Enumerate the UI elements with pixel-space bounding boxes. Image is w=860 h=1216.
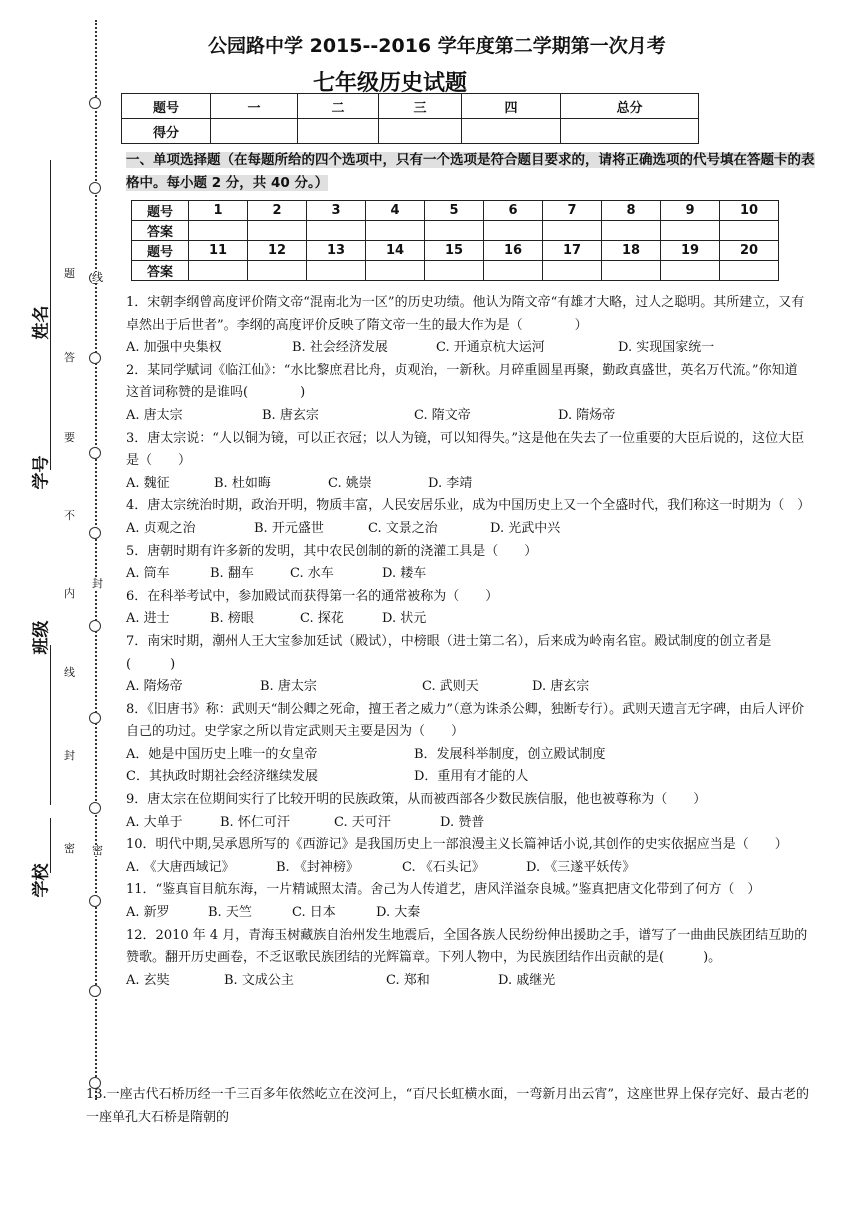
- option[interactable]: A．她是中国历史上唯一的女皇帝: [126, 746, 318, 762]
- seal-hole: [89, 802, 101, 814]
- option[interactable]: D. 《三遂平妖传》: [526, 859, 636, 875]
- question-stem: 2．某同学赋词《临江仙》：“水比黎庶君比舟，贞观治，一新秋。月碎重圆星再聚，勤政真盛世，英名万代流。”你知道这首词称赞的是谁吗( ): [126, 362, 798, 401]
- option[interactable]: C. 水车: [290, 566, 334, 582]
- answer-number-row: [132, 201, 779, 221]
- option[interactable]: D. 唐玄宗: [532, 679, 590, 695]
- answer-number: 6: [484, 201, 543, 221]
- seal-char: 密: [64, 842, 75, 855]
- answer-cell[interactable]: [661, 261, 720, 281]
- option[interactable]: A. 筒车: [126, 566, 170, 582]
- question-options: [126, 518, 810, 541]
- answer-number: 9: [661, 201, 720, 221]
- option[interactable]: D. 耧车: [382, 566, 427, 582]
- section-heading: [126, 149, 816, 195]
- option[interactable]: C. 武则天: [422, 679, 479, 695]
- seal-hole: [89, 447, 101, 459]
- field-student-id-label: 学号: [31, 455, 52, 490]
- binding-margin: [0, 0, 120, 1216]
- answer-cell[interactable]: [543, 261, 602, 281]
- seal-hole: [89, 985, 101, 997]
- question-list: [126, 292, 810, 992]
- option[interactable]: C. 天可汗: [334, 814, 391, 830]
- seal-char: 题: [64, 267, 75, 280]
- question-13-stem: 13.一座古代石桥历经一千三百多年依然屹立在洨河上，“百尺长虹横水面，一弯新月出云宵”，这座世界上保存完好、最古老的一座单孔大石桥是隋朝的: [86, 1087, 809, 1125]
- score-header: 题号: [122, 94, 211, 119]
- answer-blank-row: [132, 261, 779, 281]
- seal-char: 封: [64, 749, 75, 762]
- answer-number: 1: [189, 201, 248, 221]
- question-stem: 12．2010 年 4 月，青海玉树藏族自治州发生地震后，全国各族人民纷纷伸出援助之手，谱写了一曲曲民族团结互助的赞歌。翻开历史画卷，不乏讴歌民族团结的光辉篇章。下列人物中，为民族团结作出贡献的是( )。: [126, 927, 808, 966]
- answer-number: 2: [248, 201, 307, 221]
- option[interactable]: A. 进士: [126, 611, 170, 627]
- answer-cell[interactable]: [307, 261, 366, 281]
- score-header: 三: [379, 94, 462, 119]
- seal-hole: [89, 352, 101, 364]
- option[interactable]: C. 姚崇: [328, 475, 372, 491]
- option[interactable]: D．重用有才能的人: [414, 769, 529, 785]
- answer-number: 19: [661, 241, 720, 261]
- answer-cell[interactable]: [720, 221, 779, 241]
- option[interactable]: C. 探花: [300, 611, 344, 627]
- field-name-label: 姓名: [31, 305, 52, 340]
- seal-hole: [89, 527, 101, 539]
- answer-cell[interactable]: [484, 261, 543, 281]
- option[interactable]: D. 李靖: [428, 475, 473, 491]
- question-options: [126, 676, 810, 699]
- write-line: [50, 310, 51, 470]
- section-heading-text: 一、单项选择题（在每题所给的四个选项中，只有一个选项是符合题目要求的，请将正确选项的代号填在答题卡的表格中。每小题 2 分，共 40 分。）: [126, 152, 815, 191]
- answer-number: 7: [543, 201, 602, 221]
- score-table: [121, 93, 699, 144]
- score-header: 四: [462, 94, 561, 119]
- answer-cell[interactable]: [189, 261, 248, 281]
- answer-number: 20: [720, 241, 779, 261]
- answer-cell[interactable]: [425, 261, 484, 281]
- question-stem: 10．明代中期,吴承恩所写的《西游记》是我国历史上一部浪漫主义长篇神话小说,其创作的史实依据应当是（ ）: [126, 837, 788, 853]
- exam-title: 公园路中学 2015--2016 学年度第二学期第一次月考: [208, 35, 666, 57]
- answer-cell[interactable]: [248, 261, 307, 281]
- option[interactable]: B. 怀仁可汗: [220, 814, 290, 830]
- answer-cell[interactable]: [543, 221, 602, 241]
- seal-hole: [89, 182, 101, 194]
- option[interactable]: A. 唐太宗: [126, 407, 183, 423]
- answer-row-label: 答案: [132, 261, 189, 281]
- write-line: [50, 818, 51, 873]
- option[interactable]: D. 隋炀帝: [558, 407, 616, 423]
- seal-hole: [89, 712, 101, 724]
- question-options: [126, 563, 810, 586]
- seal-char: 密: [92, 844, 103, 857]
- field-class-label: 班级: [31, 620, 52, 655]
- answer-number: 13: [307, 241, 366, 261]
- question-stem: 5．唐朝时期有许多新的发明，其中农民创制的新的浇灌工具是（ ）: [126, 543, 538, 559]
- answer-cell[interactable]: [366, 261, 425, 281]
- exam-subtitle: 七年级历史试题: [313, 71, 468, 96]
- question-options: [126, 902, 810, 925]
- field-school-label: 学校: [31, 863, 52, 898]
- score-header: 二: [298, 94, 379, 119]
- option[interactable]: B. 杜如晦: [214, 475, 271, 491]
- answer-number: 12: [248, 241, 307, 261]
- answer-cell[interactable]: [661, 221, 720, 241]
- option[interactable]: A. 大单于: [126, 814, 183, 830]
- seal-char: 内: [64, 587, 75, 600]
- answer-cell[interactable]: [425, 221, 484, 241]
- option[interactable]: C. 文景之治: [368, 520, 438, 536]
- option[interactable]: A. 隋炀帝: [126, 679, 183, 695]
- answer-cell[interactable]: [720, 261, 779, 281]
- answer-number: 8: [602, 201, 661, 221]
- option[interactable]: B. 社会经济发展: [292, 340, 388, 356]
- option[interactable]: C. 日本: [292, 905, 336, 921]
- score-cell[interactable]: [561, 119, 699, 144]
- answer-number: 5: [425, 201, 484, 221]
- option[interactable]: D. 大秦: [376, 905, 421, 921]
- option[interactable]: A. 《大唐西域记》: [126, 859, 235, 875]
- question-options: [126, 337, 810, 360]
- answer-cell[interactable]: [307, 221, 366, 241]
- option[interactable]: A. 新罗: [126, 905, 170, 921]
- option[interactable]: C. 郑和: [386, 972, 430, 988]
- answer-cell[interactable]: [248, 221, 307, 241]
- question-stem: 8．《旧唐书》称：武则天“制公卿之死命，擅王者之威力”（意为诛杀公卿，独断专行）。武则天遗言无字碑，由后人评价自己的功过。史学家之所以肯定武则天主要是因为（ ）: [126, 701, 805, 740]
- question-options: [126, 857, 810, 880]
- score-cell[interactable]: [462, 119, 561, 144]
- option[interactable]: A. 魏征: [126, 475, 170, 491]
- question-stem: 6．在科举考试中，参加殿试而获得第一名的通常被称为（ ）: [126, 588, 499, 604]
- seal-char: 答: [64, 351, 75, 364]
- answer-number: 15: [425, 241, 484, 261]
- option[interactable]: D. 赞普: [440, 814, 485, 830]
- question-stem: 7．南宋时期，潮州人王大宝参加廷试（殿试），中榜眼（进士第二名），后来成为岭南名宦。殿试制度的创立者是( ): [126, 633, 772, 672]
- answer-cell[interactable]: [602, 221, 661, 241]
- question-stem: 4．唐太宗统治时期，政治开明，物质丰富，人民安居乐业，成为中国历史上又一个全盛时代，我们称这一时期为（ ）: [126, 498, 811, 514]
- score-cell[interactable]: [211, 119, 298, 144]
- answer-cell[interactable]: [484, 221, 543, 241]
- question-options: [126, 970, 810, 993]
- option[interactable]: A. 加强中央集权: [126, 340, 222, 356]
- option[interactable]: B. 唐玄宗: [262, 407, 319, 423]
- answer-blank-row: [132, 221, 779, 241]
- question-options: [126, 405, 810, 428]
- seal-hole: [89, 620, 101, 632]
- answer-number: 10: [720, 201, 779, 221]
- option[interactable]: B. 榜眼: [210, 611, 254, 627]
- option[interactable]: D. 戚继光: [498, 972, 556, 988]
- seal-hole: [89, 895, 101, 907]
- write-line: [50, 645, 51, 805]
- answer-number: 18: [602, 241, 661, 261]
- answer-number: 11: [189, 241, 248, 261]
- question-options: [126, 608, 810, 631]
- answer-row-label: 答案: [132, 221, 189, 241]
- seal-char: 封: [92, 577, 103, 590]
- option[interactable]: B. 唐太宗: [260, 679, 317, 695]
- score-row-label: 得分: [122, 119, 211, 144]
- answer-number: 16: [484, 241, 543, 261]
- seal-char: 线: [64, 666, 75, 679]
- score-header: 一: [211, 94, 298, 119]
- answer-number: 17: [543, 241, 602, 261]
- score-header: 总分: [561, 94, 699, 119]
- seal-char: 要: [64, 431, 75, 444]
- option[interactable]: C．其执政时期社会经济继续发展: [126, 769, 318, 785]
- answer-number: 4: [366, 201, 425, 221]
- answer-cell[interactable]: [366, 221, 425, 241]
- option[interactable]: C. 隋文帝: [414, 407, 471, 423]
- option[interactable]: C. 开通京杭大运河: [436, 340, 545, 356]
- answer-row-label: 题号: [132, 201, 189, 221]
- answer-cell[interactable]: [602, 261, 661, 281]
- question-stem: 1．宋朝李纲曾高度评价隋文帝“混南北为一区”的历史功绩。他认为隋文帝“有雄才大略，过人之聪明。其所建立，又有卓然出于后世者”。李纲的高度评价反映了隋文帝一生的最大作为是（ ）: [126, 295, 805, 333]
- question-stem: 3．唐太宗说：“人以铜为镜，可以正衣冠；以人为镜，可以知得失。”这是他在失去了一位重要的大臣后说的，这位大臣是（ ）: [126, 430, 805, 469]
- option[interactable]: B. 《封神榜》: [276, 859, 359, 875]
- option[interactable]: B. 天竺: [208, 905, 252, 921]
- option[interactable]: B. 开元盛世: [254, 520, 324, 536]
- option[interactable]: D. 状元: [382, 611, 427, 627]
- option[interactable]: B．发展科举制度，创立殿试制度: [414, 746, 606, 762]
- answer-cell[interactable]: [189, 221, 248, 241]
- answer-table: [131, 200, 779, 281]
- seal-hole: [89, 97, 101, 109]
- question-options: [126, 473, 810, 496]
- question-stem: 9．唐太宗在位期间实行了比较开明的民族政策，从而被西部各少数民族信服，他也被尊称为（ ）: [126, 792, 707, 808]
- option[interactable]: B. 文成公主: [224, 972, 294, 988]
- option[interactable]: C. 《石头记》: [402, 859, 485, 875]
- option[interactable]: A. 玄奘: [126, 972, 170, 988]
- option[interactable]: B. 翻车: [210, 566, 254, 582]
- seal-char: 不: [64, 509, 75, 522]
- question-stem: 11．“鉴真盲目航东海，一片精诚照太清。舍己为人传道艺，唐风洋溢奈良城。”鉴真把唐文化带到了何方（ ）: [126, 882, 761, 898]
- option[interactable]: A. 贞观之治: [126, 520, 196, 536]
- answer-number-row: [132, 241, 779, 261]
- answer-number: 3: [307, 201, 366, 221]
- answer-number: 14: [366, 241, 425, 261]
- write-line: [50, 160, 51, 310]
- seal-char: 线: [92, 271, 103, 284]
- question-options: [126, 812, 810, 835]
- option[interactable]: D. 实现国家统一: [618, 340, 715, 356]
- score-cell[interactable]: [298, 119, 379, 144]
- question-options: [126, 744, 810, 767]
- option[interactable]: D. 光武中兴: [490, 520, 561, 536]
- score-cell[interactable]: [379, 119, 462, 144]
- question-options: [126, 766, 810, 789]
- answer-row-label: 题号: [132, 241, 189, 261]
